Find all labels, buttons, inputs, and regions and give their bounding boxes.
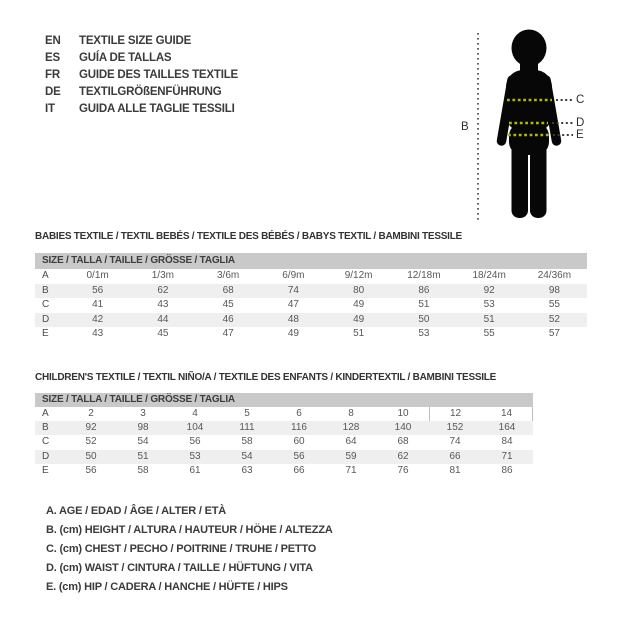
table-cell: 98 bbox=[137, 422, 149, 434]
babies-size-header-bar: SIZE / TALLA / TAILLE / GRÖSSE / TAGLIA bbox=[35, 253, 587, 269]
table-cell: 80 bbox=[353, 284, 365, 296]
table-cell: 45 bbox=[222, 299, 234, 310]
table-row-a bbox=[35, 407, 533, 421]
table-cell: 59 bbox=[345, 450, 357, 462]
table-cell: 53 bbox=[189, 450, 201, 462]
row-label: B bbox=[42, 422, 49, 434]
table-cell: 54 bbox=[241, 450, 253, 462]
table-row-b bbox=[35, 284, 587, 299]
language-title: GUÍA DE TALLAS bbox=[79, 52, 172, 64]
table-cell: 3/6m bbox=[217, 270, 240, 281]
row-label: C bbox=[42, 436, 50, 448]
table-cell: 55 bbox=[483, 328, 495, 339]
figure-label-hip: E bbox=[576, 129, 584, 141]
table-cell: 41 bbox=[92, 299, 104, 310]
babies-size-table bbox=[35, 253, 587, 342]
table-cell: 12/18m bbox=[407, 270, 441, 281]
table-cell: 4 bbox=[192, 408, 198, 419]
table-row-d bbox=[35, 450, 533, 464]
row-label: A bbox=[42, 408, 49, 419]
table-cell: 50 bbox=[85, 450, 97, 462]
table-cell: 45 bbox=[157, 328, 169, 339]
table-cell: 116 bbox=[291, 422, 307, 434]
table-cell: 51 bbox=[353, 328, 365, 339]
language-title: GUIDE DES TAILLES TEXTILE bbox=[79, 69, 238, 81]
table-row-e bbox=[35, 464, 533, 478]
table-cell: 46 bbox=[222, 313, 234, 325]
table-cell: 68 bbox=[222, 284, 234, 296]
table-cell: 76 bbox=[397, 464, 409, 476]
table-cell: 49 bbox=[287, 328, 299, 339]
table-cell: 74 bbox=[449, 436, 461, 448]
table-cell: 52 bbox=[548, 313, 560, 325]
language-title-list bbox=[45, 33, 238, 118]
figure-label-waist: D bbox=[576, 117, 585, 129]
table-cell: 14 bbox=[481, 407, 533, 421]
table-cell: 8 bbox=[348, 408, 354, 419]
table-cell: 164 bbox=[498, 422, 516, 434]
table-cell: 64 bbox=[345, 436, 357, 448]
table-row-d bbox=[35, 313, 587, 328]
table-cell: 71 bbox=[345, 464, 357, 476]
table-cell: 51 bbox=[137, 450, 149, 462]
table-row-a bbox=[35, 269, 587, 284]
table-cell: 18/24m bbox=[472, 270, 506, 281]
legend-line: C. (cm) CHEST / PECHO / POITRINE / TRUHE / PETTO bbox=[46, 543, 317, 555]
language-row bbox=[45, 67, 238, 84]
legend-line: B. (cm) HEIGHT / ALTURA / HAUTEUR / HÖHE / ALTEZZA bbox=[46, 524, 333, 536]
table-cell: 43 bbox=[92, 328, 104, 339]
row-label: B bbox=[42, 284, 49, 296]
table-cell: 6/9m bbox=[282, 270, 305, 281]
table-cell: 104 bbox=[186, 422, 204, 434]
language-title: TEXTILE SIZE GUIDE bbox=[79, 35, 192, 47]
table-cell: 51 bbox=[418, 299, 430, 310]
table-cell: 47 bbox=[287, 299, 299, 310]
row-label: C bbox=[42, 299, 50, 310]
row-label: D bbox=[42, 313, 50, 325]
table-cell: 92 bbox=[85, 422, 97, 434]
language-code: FR bbox=[45, 69, 60, 81]
table-cell: 62 bbox=[397, 450, 409, 462]
row-label: A bbox=[42, 270, 49, 281]
table-cell: 56 bbox=[189, 436, 201, 448]
table-cell: 5 bbox=[244, 408, 250, 419]
language-row bbox=[45, 101, 238, 118]
table-cell: 74 bbox=[287, 284, 299, 296]
table-cell: 42 bbox=[92, 313, 104, 325]
table-cell: 86 bbox=[418, 284, 430, 296]
language-code: ES bbox=[45, 52, 60, 64]
table-cell: 58 bbox=[241, 436, 253, 448]
table-cell: 52 bbox=[85, 436, 97, 448]
language-code: EN bbox=[45, 35, 61, 47]
table-cell: 56 bbox=[293, 450, 305, 462]
table-cell: 57 bbox=[548, 328, 560, 339]
table-cell: 68 bbox=[397, 436, 409, 448]
language-title: GUIDA ALLE TAGLIE TESSILI bbox=[79, 103, 235, 115]
table-cell: 51 bbox=[483, 313, 495, 325]
table-cell: 84 bbox=[501, 436, 513, 448]
language-row bbox=[45, 84, 238, 101]
table-cell: 44 bbox=[157, 313, 169, 325]
table-cell: 98 bbox=[548, 284, 560, 296]
babies-section-title: BABIES TEXTILE / TEXTIL BEBÉS / TEXTILE DES BÉBÉS / BABYS TEXTIL / BAMBINI TESSILE bbox=[35, 231, 462, 242]
table-cell: 111 bbox=[239, 422, 255, 434]
table-cell: 0/1m bbox=[86, 270, 109, 281]
table-cell: 60 bbox=[293, 436, 305, 448]
measurement-figure bbox=[455, 25, 615, 230]
table-row-b bbox=[35, 421, 533, 435]
language-title: TEXTILGRÖßENFÜHRUNG bbox=[79, 86, 222, 98]
table-cell: 61 bbox=[189, 464, 201, 476]
table-cell: 53 bbox=[418, 328, 430, 339]
row-label: D bbox=[42, 450, 50, 462]
table-cell: 140 bbox=[394, 422, 412, 434]
table-cell: 12 bbox=[429, 407, 481, 421]
table-cell: 81 bbox=[449, 464, 461, 476]
language-code: DE bbox=[45, 86, 61, 98]
table-row-c bbox=[35, 298, 587, 313]
table-cell: 49 bbox=[353, 299, 365, 310]
table-cell: 47 bbox=[222, 328, 234, 339]
figure-label-height: B bbox=[461, 121, 469, 133]
children-size-header-bar: SIZE / TALLA / TAILLE / GRÖSSE / TAGLIA bbox=[35, 393, 533, 407]
legend-line: E. (cm) HIP / CADERA / HANCHE / HÜFTE / HIPS bbox=[46, 581, 288, 593]
table-cell: 56 bbox=[92, 284, 104, 296]
table-cell: 71 bbox=[501, 450, 513, 462]
table-cell: 92 bbox=[483, 284, 495, 296]
language-code: IT bbox=[45, 103, 55, 115]
measurement-legend bbox=[46, 502, 333, 597]
table-cell: 152 bbox=[446, 422, 464, 434]
row-label: E bbox=[42, 464, 49, 476]
table-cell: 62 bbox=[157, 284, 169, 296]
legend-line: D. (cm) WAIST / CINTURA / TAILLE / HÜFTUNG / VITA bbox=[46, 562, 313, 574]
table-cell: 53 bbox=[483, 299, 495, 310]
figure-label-chest: C bbox=[576, 94, 585, 106]
legend-line: A. AGE / EDAD / ÂGE / ALTER / ETÀ bbox=[46, 505, 227, 517]
table-cell: 54 bbox=[137, 436, 149, 448]
table-cell: 56 bbox=[85, 464, 97, 476]
table-cell: 66 bbox=[449, 450, 461, 462]
table-cell: 128 bbox=[342, 422, 360, 434]
table-cell: 24/36m bbox=[537, 270, 572, 281]
table-cell: 66 bbox=[293, 464, 305, 476]
table-cell: 43 bbox=[157, 299, 169, 310]
table-cell: 48 bbox=[287, 313, 299, 325]
child-silhouette-icon bbox=[455, 25, 615, 230]
table-row-e bbox=[35, 327, 587, 342]
table-cell: 86 bbox=[501, 464, 513, 476]
language-row bbox=[45, 33, 238, 50]
table-cell: 3 bbox=[140, 408, 146, 419]
table-cell: 63 bbox=[241, 464, 253, 476]
table-cell: 10 bbox=[397, 408, 409, 419]
table-row-c bbox=[35, 435, 533, 449]
row-label: E bbox=[42, 328, 49, 339]
table-cell: 2 bbox=[88, 408, 94, 419]
table-cell: 50 bbox=[418, 313, 430, 325]
table-cell: 9/12m bbox=[344, 270, 373, 281]
table-cell: 49 bbox=[353, 313, 365, 325]
language-row bbox=[45, 50, 238, 67]
table-cell: 58 bbox=[137, 464, 149, 476]
children-section-title: CHILDREN'S TEXTILE / TEXTIL NIÑO/A / TEXTILE DES ENFANTS / KINDERTEXTIL / BAMBINI TESSILE bbox=[35, 372, 497, 383]
table-cell: 6 bbox=[296, 408, 302, 419]
table-cell: 55 bbox=[548, 299, 560, 310]
table-cell: 1/3m bbox=[151, 270, 174, 281]
children-size-table bbox=[35, 393, 533, 478]
